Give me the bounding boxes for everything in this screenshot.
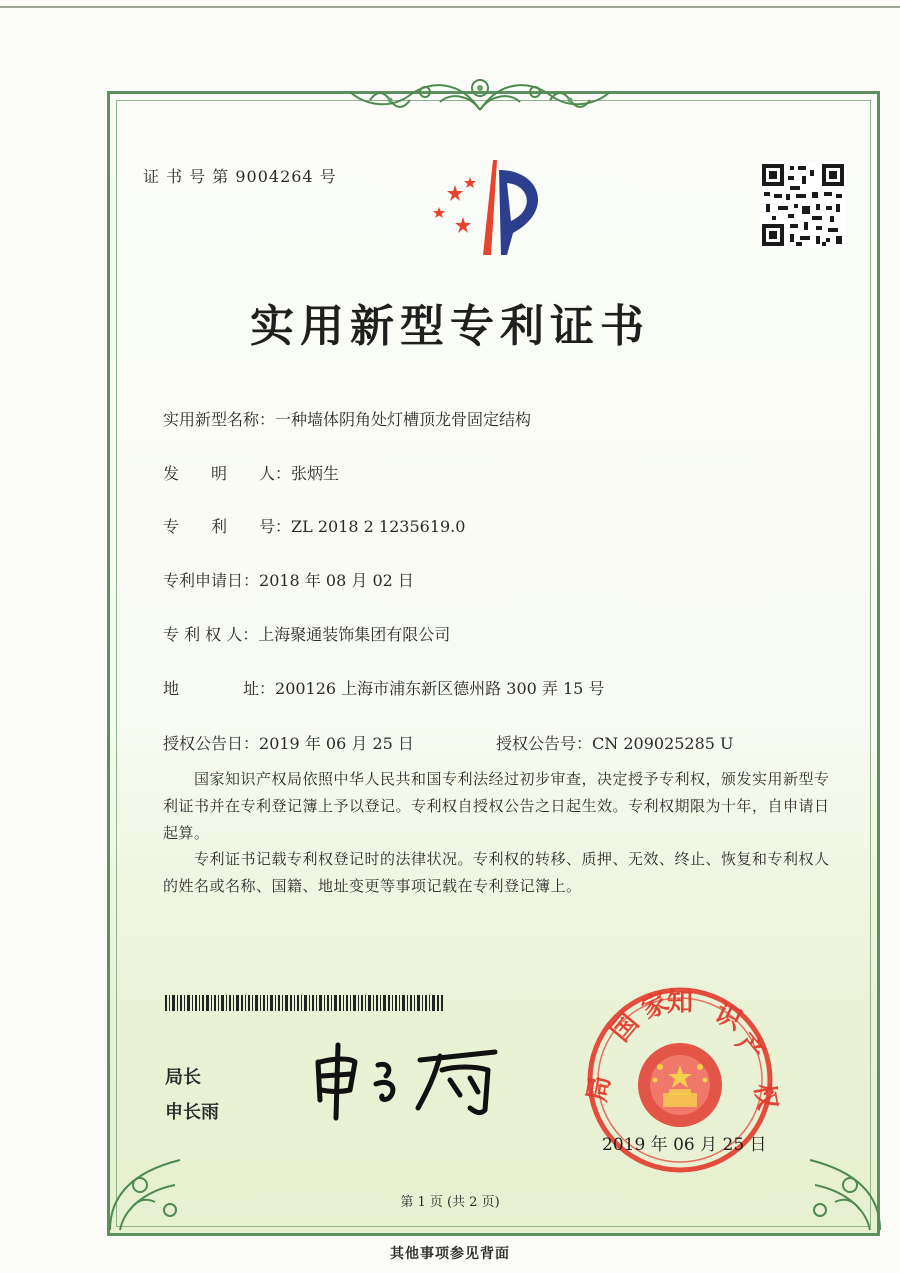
grant-number-value: CN 209025285 U [592, 734, 734, 753]
patent-number-label: 专 利 号： [163, 517, 292, 536]
patent-number-row [163, 514, 465, 537]
director-name: 申长雨 [165, 1102, 219, 1123]
grant-number-row [496, 731, 734, 754]
top-ornament-icon [330, 70, 630, 120]
svg-text:权: 权 [748, 1081, 783, 1112]
patentee-row [163, 622, 450, 645]
utility-model-name-value: 一种墙体阴角处灯槽顶龙骨固定结构 [275, 410, 532, 429]
bottom-right-ornament-icon [780, 1130, 890, 1240]
address-label: 地 址： [163, 679, 276, 698]
qr-code-icon [760, 162, 846, 248]
grant-date-label: 授权公告日： [163, 734, 260, 753]
grant-date-row [163, 731, 414, 754]
svg-text:局: 局 [582, 1073, 617, 1105]
utility-model-name-label: 实用新型名称： [163, 410, 276, 429]
bottom-left-ornament-icon [100, 1130, 210, 1240]
address-value: 200126 上海市浦东新区德州路 300 弄 15 号 [275, 679, 605, 698]
certificate-number: 证 书 号 第 9004264 号 [143, 167, 337, 186]
patentee-value: 上海聚通装饰集团有限公司 [258, 625, 451, 644]
inventor-label: 发 明 人： [163, 464, 292, 483]
application-date-row [163, 568, 414, 591]
grant-number-label: 授权公告号： [496, 734, 593, 753]
svg-text:产: 产 [729, 1028, 770, 1068]
inventor-row [163, 461, 339, 484]
svg-text:识: 识 [710, 998, 747, 1037]
patent-number-value: ZL 2018 2 1235619.0 [291, 517, 466, 536]
svg-text:知: 知 [666, 988, 694, 1018]
page-number: 第 1 页 (共 2 页) [400, 1195, 500, 1210]
inventor-value: 张炳生 [291, 464, 340, 483]
director-title: 局长 [165, 1067, 201, 1088]
director-signature [310, 1040, 510, 1120]
seal-date: 2019 年 06 月 25 日 [602, 1135, 767, 1155]
certificate-title: 实用新型专利证书 [250, 301, 650, 352]
application-date-value: 2018 年 08 月 02 日 [259, 571, 414, 590]
barcode-icon [165, 995, 445, 1011]
statement-paragraph-1: 国家知识产权局依照中华人民共和国专利法经过初步审查，决定授予专利权，颁发实用新型专利证书并在专利登记簿上予以登记。专利权自授权公告之日起生效。专利权期限为十年，自申请日起算。 [163, 770, 830, 842]
application-date-label: 专利申请日： [163, 571, 260, 590]
patentee-label: 专 利 权 人： [163, 625, 259, 644]
footer-note: 其他事项参见背面 [390, 1246, 510, 1262]
patent-office-emblem-icon [425, 155, 565, 255]
address-row [163, 676, 604, 699]
grant-date-value: 2019 年 06 月 25 日 [259, 734, 414, 753]
statement-paragraph-2: 专利证书记载专利权登记时的法律状况。专利权的转移、质押、无效、终止、恢复和专利权人的姓名或名称、国籍、地址变更等事项记载在专利登记簿上。 [163, 850, 830, 895]
scan-top-edge [0, 6, 900, 8]
utility-model-name-row [163, 407, 531, 430]
svg-text:家: 家 [637, 987, 674, 1026]
svg-text:国: 国 [605, 1008, 646, 1048]
